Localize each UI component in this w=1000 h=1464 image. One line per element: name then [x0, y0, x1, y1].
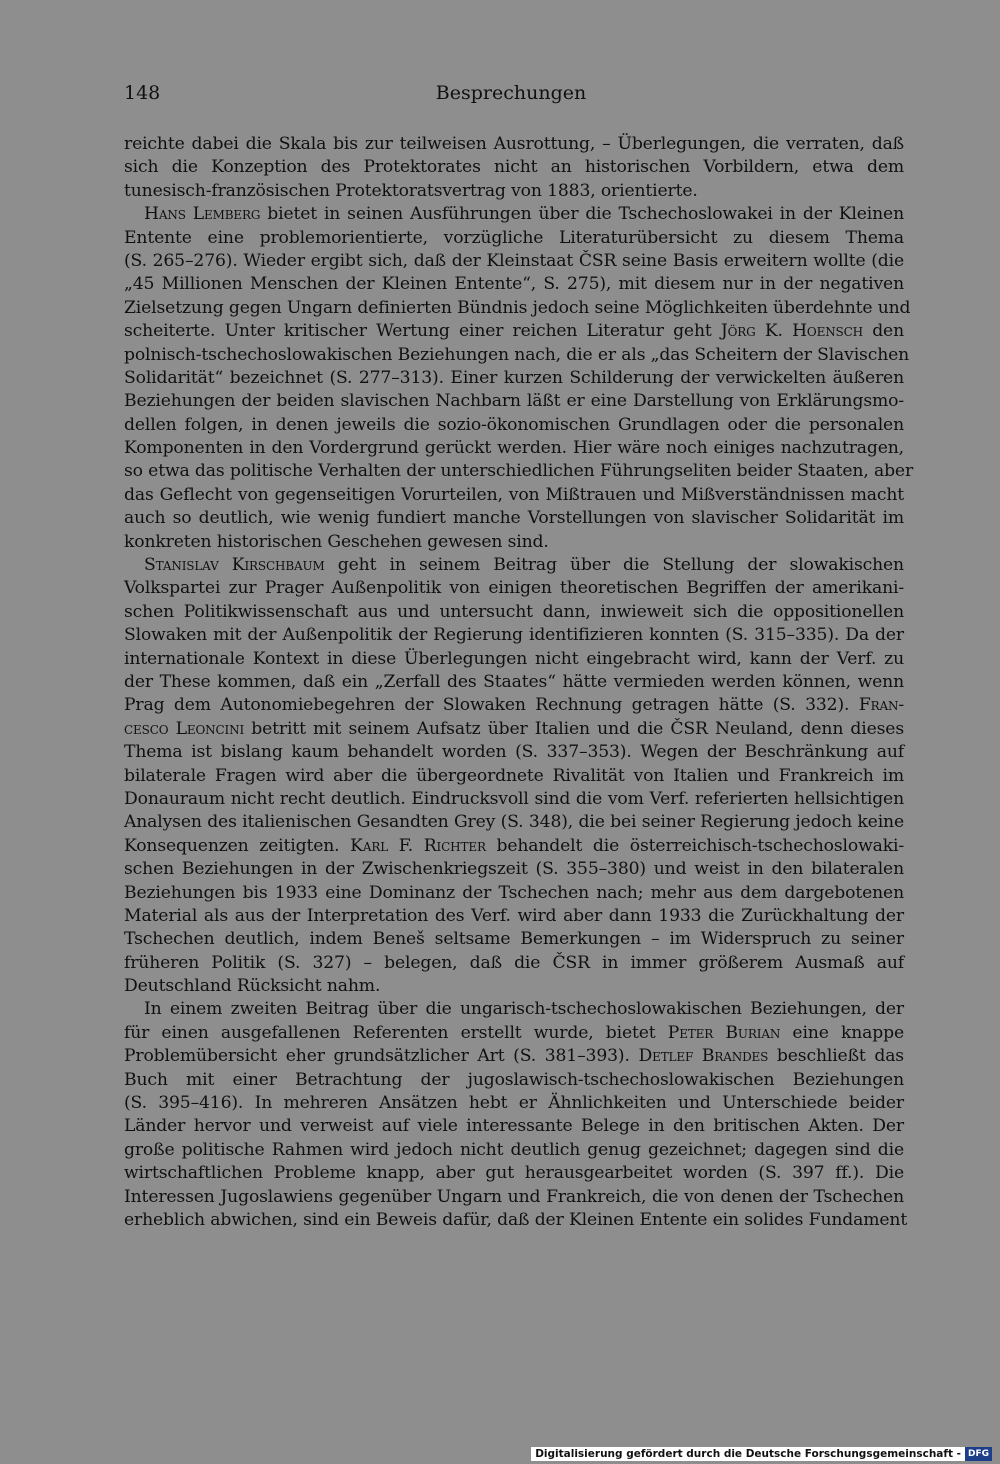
author-name: Peter Burian: [667, 1022, 781, 1043]
text-line: „45 Millionen Menschen der Kleinen Entente“, S. 275), mit diesem nur in der negativen: [124, 274, 904, 295]
author-name: cesco Leoncini: [124, 718, 245, 739]
author-name: Fran-: [858, 695, 904, 716]
credit-text: Digitalisierung gefördert durch die Deutsche Forschungsgemeinschaft -: [535, 1448, 961, 1460]
text-line: Tschechen deutlich, indem Beneš seltsame Bemerkungen – im Widerspruch zu seiner: [124, 929, 904, 950]
text-line: wirtschaftlichen Probleme knapp, aber gut herausgearbeitet worden (S. 397 ff.). Die: [124, 1163, 904, 1184]
text-line: [124, 554, 904, 577]
text-fragment: beschließt das: [768, 1046, 904, 1067]
text-line: In einem zweiten Beitrag über die ungarisch-tschechoslowakischen Beziehungen, der: [144, 999, 904, 1020]
text-line: tunesisch-französischen Protektoratsvertrag von 1883, orientierte.: [124, 180, 698, 201]
text-line: Deutschland Rücksicht nahm.: [124, 976, 381, 997]
text-line: [124, 718, 904, 741]
text-line: Buch mit einer Betrachtung der jugoslawisch-tschechoslowakischen Beziehungen: [124, 1069, 904, 1090]
text-line: bilaterale Fragen wird aber die übergeordnete Rivalität von Italien und Frankreich im: [124, 765, 904, 786]
text-line: reichte dabei die Skala bis zur teilweisen Ausrottung, – Überlegungen, die verraten, daß: [124, 134, 904, 154]
text-fragment: betritt mit seinem Aufsatz über Italien und die ČSR Neuland, denn dieses: [244, 718, 904, 739]
text-line: [124, 835, 904, 858]
text-line: [124, 320, 904, 343]
text-line: [124, 694, 904, 717]
author-name: Stanislav Kirschbaum: [144, 555, 325, 576]
author-name: Jörg K. Hoensch: [720, 321, 863, 342]
text-line: erheblich abwichen, sind ein Beweis dafür, daß der Kleinen Entente ein solides Fundament: [124, 1209, 908, 1230]
text-line: (S. 265–276). Wieder ergibt sich, daß der Kleinstaat ČSR seine Basis erweitern wollte (die: [124, 250, 904, 271]
body-text: [124, 133, 914, 1232]
text-line: Donauraum nicht recht deutlich. Eindrucksvoll sind die vom Verf. referierten hellsichtigen: [124, 788, 904, 809]
text-line: Entente eine problemorientierte, vorzügliche Literaturübersicht zu diesem Thema: [124, 227, 904, 248]
text-fragment: für einen ausgefallenen Referenten erstellt wurde, bietet: [124, 1022, 668, 1043]
text-line: Material als aus der Interpretation des Verf. wird aber dann 1933 die Zurückhaltung der: [124, 905, 904, 926]
text-line: Beziehungen der beiden slavischen Nachbarn läßt er eine Darstellung von Erklärungsmo-: [124, 391, 904, 412]
text-line: das Geflecht von gegenseitigen Vorurteilen, von Mißtrauen und Mißverständnissen macht: [124, 484, 904, 505]
text-line: internationale Kontext in diese Überlegungen nicht eingebracht wird, kann der Verf. zu: [124, 648, 904, 669]
text-line: sich die Konzeption des Protektorates nicht an historischen Vorbildern, etwa dem: [124, 157, 904, 178]
text-fragment: Problemübersicht eher grundsätzlicher Art (S. 381–393).: [124, 1046, 639, 1067]
text-line: große politische Rahmen wird jedoch nicht deutlich genug gezeichnet; dagegen sind die: [124, 1139, 904, 1160]
text-line: Komponenten in den Vordergrund gerückt werden. Hier wäre noch einiges nachzutragen,: [124, 438, 904, 459]
text-line: [124, 1045, 904, 1068]
digitization-credit: [531, 1447, 992, 1461]
text-line: so etwa das politische Verhalten der unterschiedlichen Führungseliten beider Staaten, aber: [124, 461, 914, 482]
text-line: polnisch-tschechoslowakischen Beziehungen nach, die er als „das Scheitern der Slavischen: [124, 344, 910, 365]
text-line: Interessen Jugoslawiens gegenüber Ungarn und Frankreich, die von denen der Tschechen: [124, 1186, 904, 1207]
text-line: Thema ist bislang kaum behandelt worden (S. 337–353). Wegen der Beschränkung auf: [124, 742, 904, 763]
author-name: Karl F. Richter: [350, 835, 486, 856]
text-line: auch so deutlich, wie wenig fundiert manche Vorstellungen von slavischer Solidarität im: [124, 508, 904, 529]
running-head: Besprechungen: [435, 82, 587, 104]
text-fragment: eine knappe: [780, 1022, 904, 1043]
text-fragment: bietet in seinen Ausführungen über die Tschechoslowakei in der Kleinen: [260, 204, 904, 225]
text-fragment: Konsequenzen zeitigten.: [124, 835, 351, 856]
author-name: Hans Lemberg: [144, 204, 261, 225]
text-fragment: scheiterte. Unter kritischer Wertung einer reichen Literatur geht: [124, 321, 721, 342]
text-line: Slowaken mit der Außenpolitik der Regierung identifizieren konnten (S. 315–335). Da der: [124, 625, 904, 646]
text-line: schen Politikwissenschaft aus und untersucht dann, inwieweit sich die oppositionellen: [124, 601, 904, 622]
text-line: dellen folgen, in denen jeweils die sozio-ökonomischen Grundlagen oder die personalen: [124, 414, 904, 435]
text-line: [124, 1022, 904, 1045]
text-line: Beziehungen bis 1933 eine Dominanz der Tschechen nach; mehr aus dem dargebotenen: [124, 882, 904, 903]
text-line: Solidarität“ bezeichnet (S. 277–313). Einer kurzen Schilderung der verwickelten äußeren: [124, 367, 904, 388]
text-line: der These kommen, daß ein „Zerfall des Staates“ hätte vermieden werden können, wenn: [124, 671, 904, 692]
text-line: Volkspartei zur Prager Außenpolitik von einigen theoretischen Begriffen der amerikani-: [124, 578, 904, 599]
text-line: (S. 395–416). In mehreren Ansätzen hebt er Ähnlichkeiten und Unterschiede beider: [124, 1093, 904, 1114]
text-line: früheren Politik (S. 327) – belegen, daß die ČSR in immer größerem Ausmaß auf: [124, 952, 904, 973]
text-line: Zielsetzung gegen Ungarn definierten Bündnis jedoch seine Möglichkeiten überdehnte und: [124, 297, 911, 318]
text-fragment: Prag dem Autonomiebegehren der Slowaken Rechnung getragen hätte (S. 332).: [124, 695, 859, 716]
author-name: Detlef Brandes: [638, 1046, 769, 1067]
text-line: [124, 203, 904, 226]
page-number: 148: [124, 82, 161, 104]
text-fragment: den: [862, 321, 904, 342]
text-line: Analysen des italienischen Gesandten Grey (S. 348), die bei seiner Regierung jedoch keine: [124, 812, 904, 833]
text-fragment: geht in seinem Beitrag über die Stellung der slowakischen: [324, 555, 904, 576]
text-line: konkreten historischen Geschehen gewesen sind.: [124, 531, 549, 552]
text-fragment: behandelt die österreichisch-tschechoslowaki-: [485, 835, 904, 856]
text-line: schen Beziehungen in der Zwischenkriegszeit (S. 355–380) und weist in den bilateralen: [124, 859, 904, 880]
dfg-logo: DFG: [965, 1447, 992, 1461]
text-line: Länder hervor und verweist auf viele interessante Belege in den britischen Akten. Der: [124, 1116, 904, 1137]
